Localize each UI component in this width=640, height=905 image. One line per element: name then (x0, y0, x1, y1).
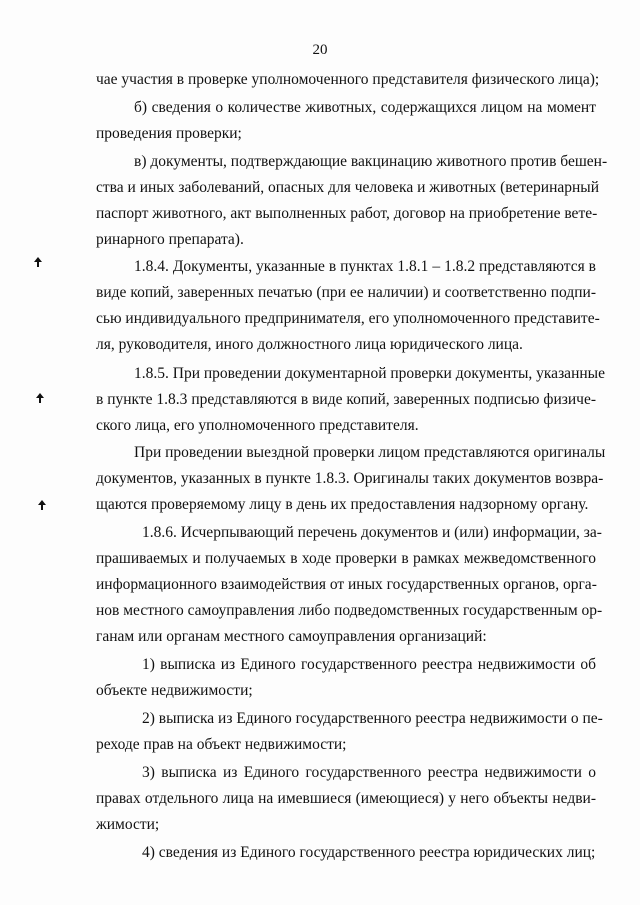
text-line: ринарного препарата). (96, 231, 244, 248)
page-number: 20 (312, 42, 328, 58)
text-line: паспорт животного, акт выполненных работ, договор на приобретение вете- (96, 205, 598, 222)
text-line: ства и иных заболеваний, опасных для человека и животных (ветеринарный (96, 179, 600, 196)
text-line: щаются проверяемому лицу в день их предоставления надзорному органу. (96, 496, 589, 513)
text-line: 4) сведения из Единого государственного реестра юридических лиц; (142, 844, 596, 861)
text-line: сью индивидуального предпринимателя, его уполномоченного представите- (96, 310, 600, 327)
text-line: информационного взаимодействия от иных государственных органов, орга- (96, 576, 597, 593)
text-line: ского лица, его уполномоченного представителя. (96, 417, 419, 434)
margin-mark-icon (33, 256, 43, 268)
text-line: реходе прав на объект недвижимости; (96, 736, 347, 753)
text-line: 2) выписка из Единого государственного реестра недвижимости о пе- (142, 710, 603, 727)
text-line: документов, указанных в пункте 1.8.3. Оригиналы таких документов возвра- (96, 470, 604, 487)
text-line: б) сведения о количестве животных, содержащихся лицом на момент (134, 99, 596, 116)
text-line: 1.8.6. Исчерпывающий перечень документов и (или) информации, за- (142, 524, 602, 541)
text-line: чае участия в проверке уполномоченного представителя физического лица); (96, 71, 600, 88)
text-line: ганам или органам местного самоуправления организаций: (96, 628, 487, 645)
text-line: 1) выписка из Единого государственного реестра недвижимости об (142, 656, 596, 673)
text-line: виде копий, заверенных печатью (при ее наличии) и соответственно подпи- (96, 284, 596, 301)
text-line: правах отдельного лица на имевшиеся (имеющиеся) у него объекты недви- (96, 790, 596, 807)
text-line: жимости; (96, 816, 160, 833)
text-line: ля, руководителя, иного должностного лица юридического лица. (96, 336, 523, 353)
margin-mark-icon (35, 392, 45, 404)
text-line: 1.8.5. При проведении документарной проверки документы, указанные (134, 365, 605, 382)
margin-mark-icon (37, 499, 47, 511)
text-line: прашиваемых и получаемых в ходе проверки в рамках межведомственного (96, 550, 596, 567)
text-line: нов местного самоуправления либо подведомственных государственным ор- (96, 602, 603, 619)
text-line: в пункте 1.8.3 представляются в виде копий, заверенных подписью физиче- (96, 391, 596, 408)
text-line: При проведении выездной проверки лицом представляются оригиналы (134, 444, 606, 461)
text-line: 1.8.4. Документы, указанные в пунктах 1.8.1 – 1.8.2 представляются в (134, 258, 596, 275)
text-line: в) документы, подтверждающие вакцинацию животного против бешен- (134, 153, 608, 170)
text-line: объекте недвижимости; (96, 682, 253, 699)
text-line: проведения проверки; (96, 125, 242, 142)
text-line: 3) выписка из Единого государственного реестра недвижимости о (142, 764, 596, 781)
